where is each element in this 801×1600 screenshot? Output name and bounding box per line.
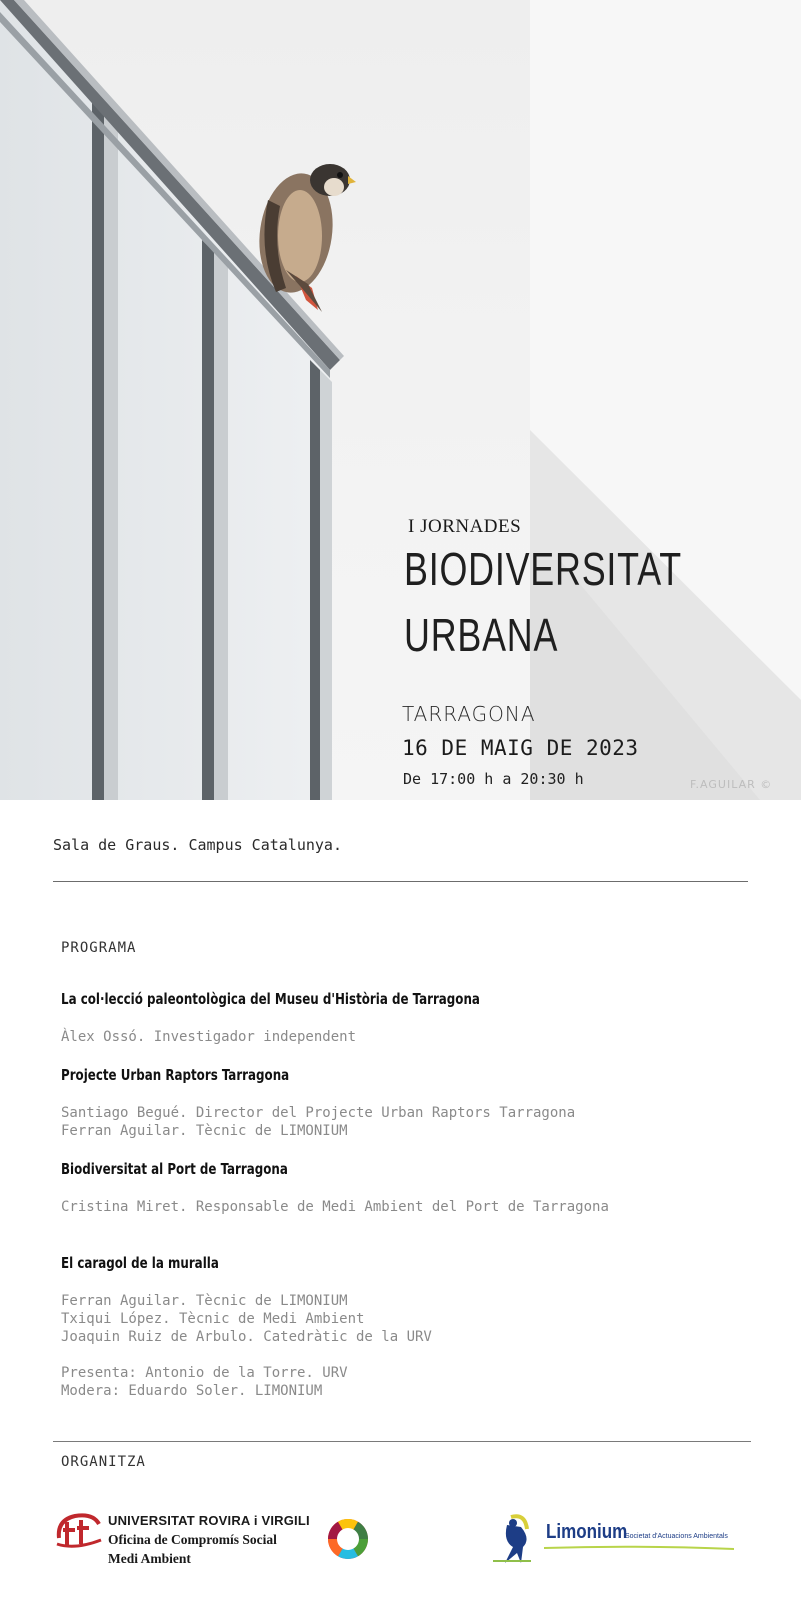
talk-speaker: Cristina Miret. Responsable de Medi Ambient del Port de Tarragona xyxy=(61,1199,609,1215)
limonium-underline xyxy=(544,1545,734,1551)
urv-name-block xyxy=(108,1511,310,1568)
event-kicker: I JORNADES xyxy=(408,516,522,537)
event-title-line1: BIODIVERSITAT xyxy=(404,543,682,595)
photo-credit: F.AGUILAR © xyxy=(690,778,773,791)
talk-speaker: Àlex Ossó. Investigador independent xyxy=(61,1029,357,1045)
sdg-wheel-icon xyxy=(326,1517,370,1561)
talk-title: La col·lecció paleontològica del Museu d'Història de Tarragona xyxy=(61,990,480,1008)
talk-speaker: Txiqui López. Tècnic de Medi Ambient xyxy=(61,1311,365,1327)
organizers-heading: ORGANITZA xyxy=(61,1454,146,1470)
divider xyxy=(53,1441,751,1442)
urv-logo-icon xyxy=(53,1510,105,1552)
divider xyxy=(53,881,748,882)
event-date: 16 DE MAIG DE 2023 xyxy=(402,736,639,760)
venue-text: Sala de Graus. Campus Catalunya. xyxy=(53,836,342,854)
event-title-line2: URBANA xyxy=(404,609,559,661)
limonium-subtitle: Societat d'Actuacions Ambientals xyxy=(625,1533,728,1540)
limonium-logo-icon xyxy=(491,1511,541,1567)
urv-department: Medi Ambient xyxy=(108,1551,191,1566)
event-time: De 17:00 h a 20:30 h xyxy=(403,770,584,788)
moderator-text: Modera: Eduardo Soler. LIMONIUM xyxy=(61,1383,323,1399)
talk-speaker: Joaquin Ruiz de Arbulo. Catedràtic de la URV xyxy=(61,1329,432,1345)
talk-title: El caragol de la muralla xyxy=(61,1254,219,1272)
urv-name: UNIVERSITAT ROVIRA i VIRGILI xyxy=(108,1513,310,1528)
talk-speaker: Ferran Aguilar. Tècnic de LIMONIUM xyxy=(61,1293,348,1309)
talk-speaker: Santiago Begué. Director del Projecte Urban Raptors Tarragona xyxy=(61,1105,576,1121)
talk-title: Projecte Urban Raptors Tarragona xyxy=(61,1066,290,1084)
talk-speaker: Ferran Aguilar. Tècnic de LIMONIUM xyxy=(61,1123,348,1139)
presenter-text: Presenta: Antonio de la Torre. URV xyxy=(61,1365,348,1381)
limonium-name: Limonium xyxy=(546,1521,628,1543)
talk-title: Biodiversitat al Port de Tarragona xyxy=(61,1160,288,1178)
program-heading: PROGRAMA xyxy=(61,940,137,956)
urv-office: Oficina de Compromís Social xyxy=(108,1532,277,1547)
event-city: TARRAGONA xyxy=(402,702,536,726)
